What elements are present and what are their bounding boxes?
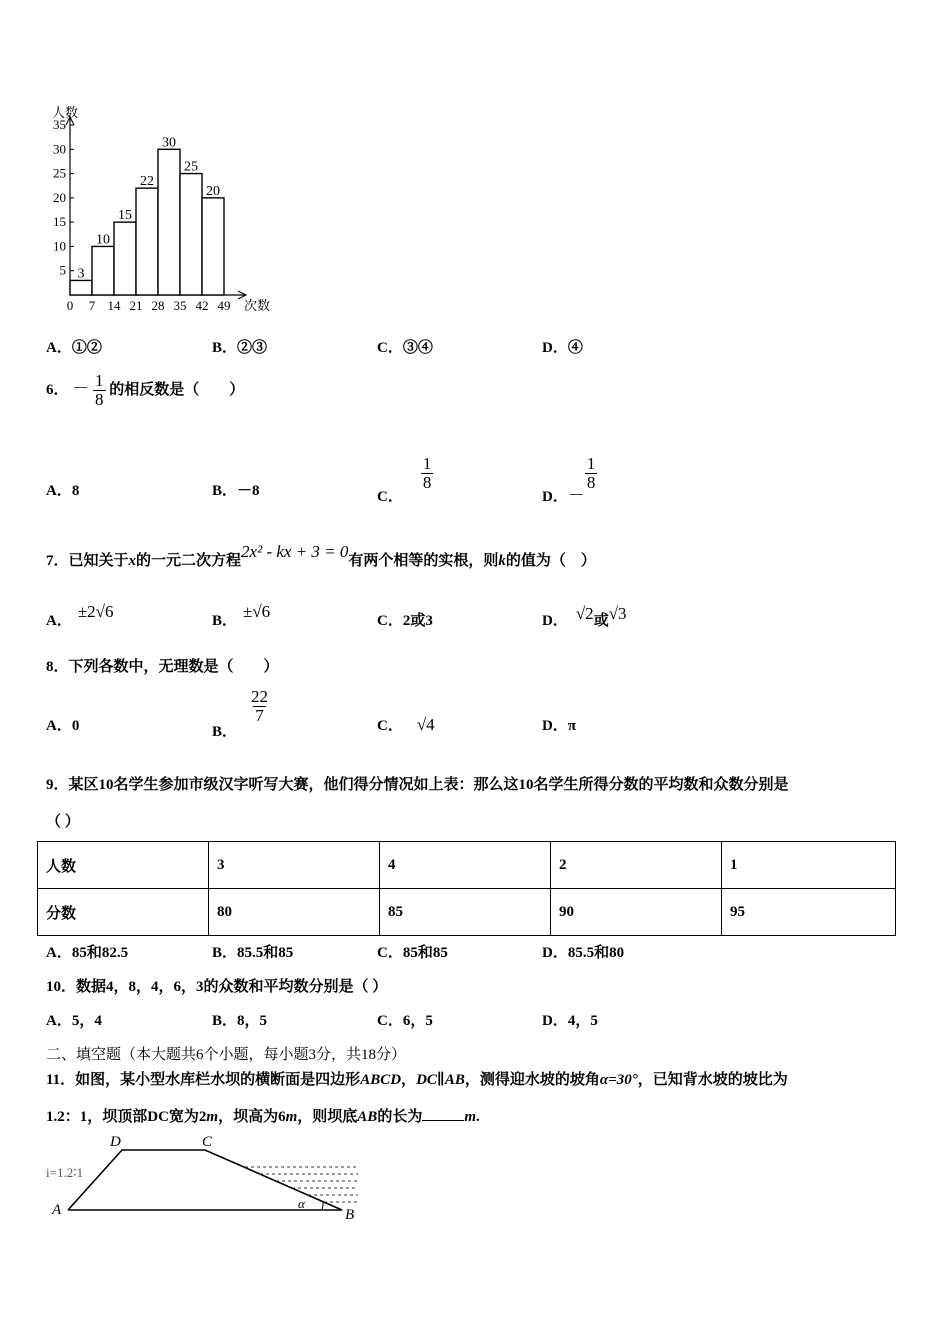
label-c: C (202, 1134, 213, 1150)
q5-option-c: C．③④ (377, 340, 433, 356)
x-tick-label: 7 (88, 298, 96, 313)
q8-option-d: D．π (542, 718, 577, 734)
q9-option-a: A．85和82.5 (46, 945, 129, 961)
q8-option-c: C． √4 (377, 715, 435, 734)
label-alpha: α (298, 1196, 305, 1211)
y-tick-label: 15 (53, 214, 66, 230)
angle-arc (322, 1202, 323, 1210)
q6-option-d: D．－ $\frac{1}{8}$ (542, 454, 596, 505)
q10-option-b: B．8，5 (212, 1013, 268, 1029)
bar-value-label: 22 (140, 174, 154, 190)
y-axis-label: 人数 (52, 105, 79, 120)
q8-option-a: A．0 (46, 718, 80, 734)
q10-option-c: C．6，5 (377, 1013, 433, 1029)
bar-value-label: 15 (118, 208, 132, 224)
histogram-bar (136, 188, 158, 295)
histogram-chart (40, 105, 290, 320)
question-9: 9．某区10名学生参加市级汉字听写大赛，他们得分情况如上表：那么这10名学生所得分数的平均数和众数分别是 (46, 777, 789, 793)
q5-option-d: D．④ (542, 340, 583, 356)
label-d: D (110, 1134, 121, 1150)
table-cell: 1 (722, 842, 896, 889)
question-8: 8．下列各数中，无理数是（ ） (46, 659, 279, 675)
dam-diagram (40, 1130, 370, 1225)
bar-value-label: 3 (77, 266, 85, 282)
question-11-line1: 11．如图，某小型水库栏水坝的横断面是四边形ABCD，DC∥AB，测得迎水坡的坡角α=30°，已知背水坡的坡比为 (46, 1072, 788, 1088)
q9-option-b: B．85.5和85 (212, 945, 294, 961)
x-tick-label: 35 (173, 298, 187, 313)
table-row (38, 889, 896, 936)
x-axis-label: 次数 (244, 298, 271, 313)
table-cell: 2 (551, 842, 722, 889)
q6-option-a: A．8 (46, 483, 80, 499)
q9-option-d: D．85.5和80 (542, 945, 625, 961)
q10-option-d: D．4，5 (542, 1013, 598, 1029)
table-cell: 分数 (38, 889, 209, 936)
table-cell: 95 (722, 889, 896, 936)
bar-value-label: 20 (206, 183, 220, 199)
histogram-bar (114, 222, 136, 295)
fraction-one-eighth: $\frac{1}{8}$ (95, 371, 104, 409)
bar-value-label: 30 (162, 135, 176, 151)
y-tick-label: 25 (53, 165, 66, 181)
section-2-title: 二、填空题（本大题共6个小题，每小题3分，共18分） (46, 1047, 407, 1063)
q5-option-b: B．②③ (212, 340, 268, 356)
bar-value-label: 10 (96, 232, 110, 248)
y-tick-label: 35 (53, 117, 66, 132)
table-cell: 人数 (38, 842, 209, 889)
q7-option-d: D． √2或√3 (542, 604, 627, 629)
question-6: 6． － $\frac{1}{8}$ 的相反数是（ ） (46, 371, 245, 409)
table-cell: 90 (551, 889, 722, 936)
question-10: 10．数据4，8，4，6，3的众数和平均数分别是（ ） (46, 979, 388, 995)
quadratic-equation: 2x² - kx + 3 = 0 (241, 542, 349, 561)
question-7: 7．已知关于x的一元二次方程2x² - kx + 3 = 0有两个相等的实根，则k的值为（ ） (46, 542, 596, 569)
x-tick-label: 28 (151, 298, 165, 313)
label-b: B (345, 1207, 355, 1223)
histogram-bar (70, 280, 92, 295)
histogram-bar (202, 198, 224, 295)
score-table (37, 841, 896, 936)
x-tick-label: 42 (195, 298, 209, 313)
q7-option-c: C．2或3 (377, 613, 433, 629)
x-tick-label: 14 (107, 298, 121, 313)
minus-sign: － (72, 378, 90, 398)
x-tick-label: 0 (66, 298, 74, 313)
question-11-line2: 1.2：1，坝顶部DC宽为2m，坝高为6m，则坝底AB的长为 m. (46, 1105, 480, 1126)
q10-option-a: A．5，4 (46, 1013, 102, 1029)
table-cell: 4 (380, 842, 551, 889)
x-tick-label: 49 (217, 298, 231, 313)
question-9-paren: （ ） (46, 814, 80, 830)
label-a: A (52, 1202, 62, 1218)
x-tick-label: 21 (129, 298, 143, 313)
q6-option-b: B．－8 (212, 483, 260, 499)
histogram-bar (158, 149, 180, 295)
answer-blank[interactable] (422, 1106, 464, 1121)
table-cell: 3 (209, 842, 380, 889)
q8-option-b: B． $\frac{22}{7}$ (212, 687, 269, 740)
bar-value-label: 25 (184, 159, 198, 175)
table-cell: 80 (209, 889, 380, 936)
histogram-bar (180, 174, 202, 295)
y-tick-label: 10 (53, 238, 66, 254)
y-tick-label: 30 (53, 141, 66, 157)
label-slope-ratio: i=1.2∶1 (46, 1165, 84, 1180)
table-row (38, 842, 896, 889)
q5-option-a: A．①② (46, 340, 102, 356)
q9-option-c: C．85和85 (377, 945, 448, 961)
y-tick-label: 5 (59, 262, 66, 278)
q7-option-b: B． ±√6 (212, 602, 271, 629)
histogram-bar (92, 246, 114, 295)
y-tick-label: 20 (53, 189, 66, 205)
table-cell: 85 (380, 889, 551, 936)
q7-option-a: A． ±2√6 (46, 602, 114, 629)
q6-option-c: C． $\frac{1}{8}$ (377, 454, 432, 505)
